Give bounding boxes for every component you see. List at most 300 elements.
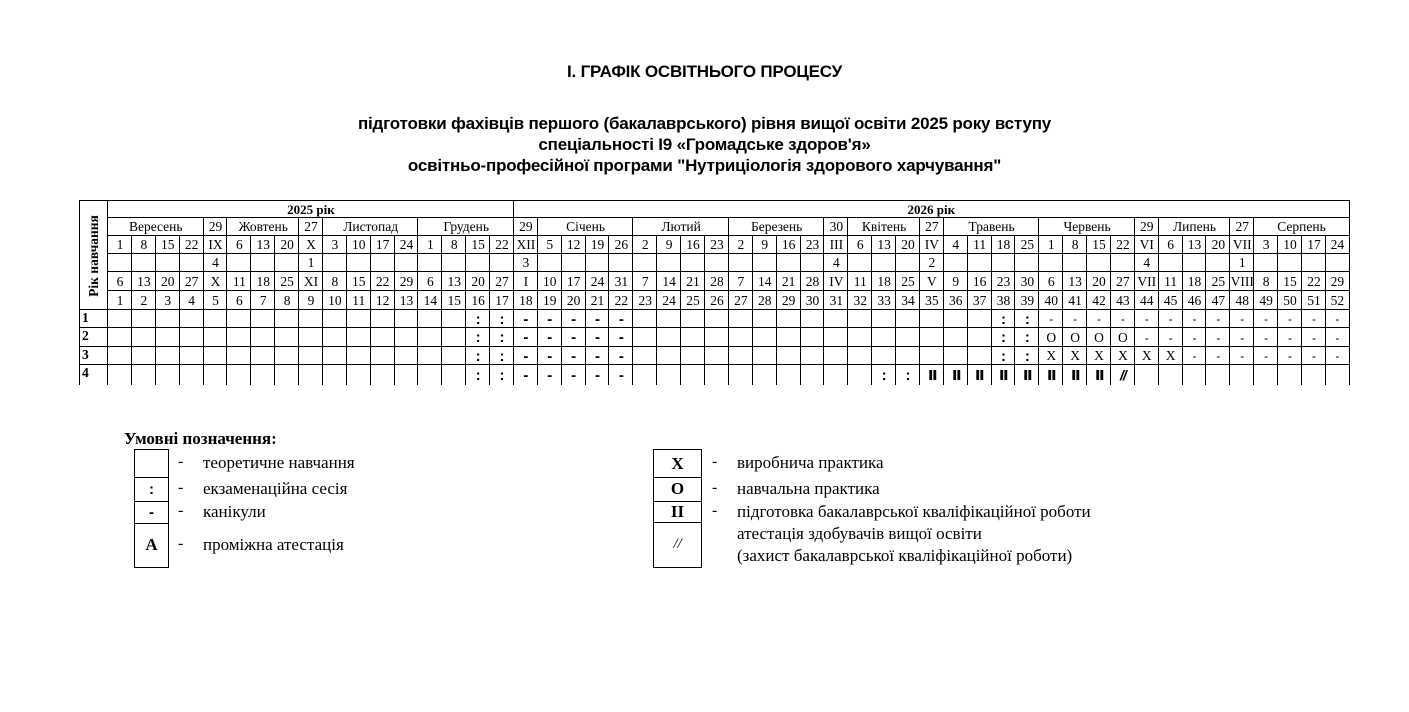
study-year-week-cell xyxy=(298,346,323,365)
study-year-week-cell xyxy=(1253,364,1278,385)
study-year-week-cell xyxy=(847,346,872,365)
study-year-week-cell xyxy=(1182,364,1207,385)
study-year-week-cell xyxy=(107,309,132,328)
legend-separator: - xyxy=(178,535,184,552)
month-header: Грудень xyxy=(417,217,514,236)
study-year-week-cell xyxy=(1325,346,1350,365)
study-year-week-cell xyxy=(1182,309,1207,328)
week-number: 46 xyxy=(1182,290,1207,310)
legend-text-vacation: канікули xyxy=(203,502,266,521)
vacation-mark: - xyxy=(1144,312,1149,326)
study-year-week-cell xyxy=(489,364,514,385)
study-year-week-cell xyxy=(608,346,633,365)
week-end-date: X xyxy=(203,271,228,291)
study-year-week-cell xyxy=(274,327,299,347)
study-year-week-cell xyxy=(895,309,920,328)
study-year-week-cell xyxy=(871,346,896,365)
exam-session-mark: : xyxy=(475,347,481,365)
exam-session-mark: : xyxy=(475,329,481,346)
month-transition-day xyxy=(608,253,633,272)
study-year-week-cell xyxy=(370,309,395,328)
week-end-date: 14 xyxy=(656,271,681,291)
educational-practice-mark: O xyxy=(1046,329,1057,345)
week-number: 1 xyxy=(107,290,132,310)
week-number: 36 xyxy=(943,290,968,310)
week-number: 34 xyxy=(895,290,920,310)
month-transition-day xyxy=(1062,253,1087,272)
study-year-week-cell xyxy=(226,327,251,347)
study-year-week-cell xyxy=(943,364,968,385)
educational-practice-mark: O xyxy=(1094,329,1104,345)
document-subtitle-program: освітньо-професійної програми "Нутриціологія здорового харчування" xyxy=(407,156,1002,175)
month-transition-day xyxy=(1301,253,1326,272)
month-transition-day xyxy=(441,253,466,272)
study-year-week-cell xyxy=(394,309,419,328)
vacation-mark: - xyxy=(1240,312,1245,326)
study-year-week-cell xyxy=(1038,364,1063,385)
week-start-date: 1 xyxy=(1038,235,1063,254)
legend-text-attestation-line2: (захист бакалаврської кваліфікаційної роботи) xyxy=(737,546,1073,565)
vacation-mark: - xyxy=(1216,312,1221,326)
exam-session-mark: : xyxy=(499,310,505,328)
study-year-week-cell xyxy=(1158,309,1183,328)
week-start-date: XII xyxy=(513,235,538,254)
study-year-week-cell xyxy=(561,364,586,385)
vacation-mark: - xyxy=(1192,312,1197,326)
study-year-week-cell xyxy=(704,327,729,347)
month-transition-day xyxy=(895,253,920,272)
study-year-week-cell xyxy=(585,309,610,328)
study-year-week-cell xyxy=(1182,327,1207,347)
study-year-week-cell xyxy=(1086,327,1111,347)
week-number: 16 xyxy=(465,290,490,310)
study-year-week-cell xyxy=(895,346,920,365)
vacation-mark: - xyxy=(618,347,624,365)
thesis-preparation-mark: II xyxy=(1047,366,1056,384)
study-year-week-cell xyxy=(322,346,347,365)
week-number: 47 xyxy=(1205,290,1230,310)
study-year-week-cell xyxy=(226,364,251,385)
study-year-week-cell xyxy=(919,364,944,385)
week-number: 32 xyxy=(847,290,872,310)
study-year-week-cell xyxy=(322,364,347,385)
vacation-mark: - xyxy=(1144,330,1149,345)
vacation-mark: - xyxy=(1240,349,1245,363)
study-year-column-header xyxy=(79,200,108,310)
thesis-preparation-mark: II xyxy=(951,366,960,384)
study-year-week-cell xyxy=(513,309,538,328)
study-year-week-cell xyxy=(1205,327,1230,347)
month-header: Жовтень xyxy=(226,217,299,236)
thesis-preparation-mark: II xyxy=(999,366,1008,384)
week-start-date: 5 xyxy=(537,235,562,254)
vacation-mark: - xyxy=(1264,312,1269,326)
week-start-date: 8 xyxy=(441,235,466,254)
legend-symbol-exam xyxy=(134,477,169,502)
study-year-week-cell xyxy=(847,364,872,385)
month-transition-day xyxy=(322,253,347,272)
vacation-mark: - xyxy=(523,310,529,328)
week-end-date: 21 xyxy=(680,271,705,291)
week-number: 51 xyxy=(1301,290,1326,310)
vacation-mark: - xyxy=(1264,349,1269,363)
week-number: 43 xyxy=(1110,290,1135,310)
education-schedule-table xyxy=(79,200,1349,384)
vacation-mark: - xyxy=(618,329,624,346)
study-year-week-cell xyxy=(1277,309,1302,328)
study-year-week-cell xyxy=(967,346,992,365)
week-end-date: 8 xyxy=(1253,271,1278,291)
week-end-date: 13 xyxy=(1062,271,1087,291)
week-start-date: 16 xyxy=(776,235,801,254)
week-end-date: 25 xyxy=(895,271,920,291)
week-number: 13 xyxy=(394,290,419,310)
week-number: 17 xyxy=(489,290,514,310)
week-start-date: 12 xyxy=(561,235,586,254)
production-practice-mark: X xyxy=(1070,348,1080,364)
week-number: 42 xyxy=(1086,290,1111,310)
week-start-date: 25 xyxy=(1014,235,1039,254)
week-end-date: 14 xyxy=(752,271,777,291)
exam-session-mark: : xyxy=(1000,329,1006,346)
study-year-week-cell xyxy=(417,309,442,328)
educational-practice-mark: O xyxy=(1118,329,1128,345)
week-end-date: 18 xyxy=(250,271,275,291)
exam-session-mark: : xyxy=(475,366,481,384)
study-year-week-cell xyxy=(394,346,419,365)
study-year-week-cell xyxy=(823,309,848,328)
study-year-week-cell xyxy=(537,327,562,347)
vacation-mark: - xyxy=(547,310,553,328)
thesis-preparation-mark: II xyxy=(1071,366,1080,384)
exam-session-mark: : xyxy=(1000,347,1006,365)
thesis-preparation-mark: II xyxy=(1023,366,1032,384)
month-transition-day xyxy=(800,253,825,272)
exam-session-mark: : xyxy=(1024,310,1030,328)
study-year-week-cell xyxy=(1301,327,1326,347)
week-end-date: 23 xyxy=(991,271,1016,291)
year-header: 2025 рік xyxy=(107,200,514,218)
week-number: 24 xyxy=(656,290,681,310)
study-year-week-cell xyxy=(991,346,1016,365)
week-number: 21 xyxy=(585,290,610,310)
week-number: 25 xyxy=(680,290,705,310)
month-transition-day xyxy=(274,253,299,272)
study-year-week-cell xyxy=(823,364,848,385)
month-transition-day xyxy=(489,253,514,272)
vacation-mark: - xyxy=(547,329,553,346)
study-year-week-cell xyxy=(967,327,992,347)
vacation-mark: - xyxy=(523,366,529,384)
study-year-week-cell xyxy=(226,346,251,365)
week-end-date: 11 xyxy=(847,271,872,291)
study-year-week-cell xyxy=(871,327,896,347)
month-transition-day xyxy=(370,253,395,272)
week-number: 15 xyxy=(441,290,466,310)
study-year-week-cell xyxy=(991,364,1016,385)
week-number: 49 xyxy=(1253,290,1278,310)
month-transition-day xyxy=(1158,253,1183,272)
legend-text-attestation-line1: атестація здобувачів вищої освіти xyxy=(737,524,982,543)
study-year-week-cell xyxy=(1158,346,1183,365)
month-transition-day xyxy=(776,253,801,272)
study-year-week-cell xyxy=(1229,346,1254,365)
week-number: 27 xyxy=(728,290,753,310)
study-year-week-cell xyxy=(489,346,514,365)
study-year-week-cell xyxy=(1325,327,1350,347)
study-year-week-cell xyxy=(1253,346,1278,365)
vacation-mark: - xyxy=(1120,312,1125,326)
study-year-week-cell xyxy=(155,364,180,385)
study-year-column-header-text: Рік навчання xyxy=(86,214,101,297)
month-transition-day xyxy=(250,253,275,272)
study-year-week-cell xyxy=(250,327,275,347)
legend-text-theory: теоретичне навчання xyxy=(203,453,355,472)
month-transition-day: 3 xyxy=(513,253,538,272)
month-transition-day: 4 xyxy=(823,253,848,272)
vacation-mark: - xyxy=(571,347,577,365)
week-start-date: 24 xyxy=(394,235,419,254)
legend-symbol-educational-practice: О xyxy=(653,477,702,502)
study-year-week-cell xyxy=(274,309,299,328)
study-year-week-cell xyxy=(1062,346,1087,365)
week-number: 3 xyxy=(155,290,180,310)
week-end-date: 15 xyxy=(346,271,371,291)
study-year-week-cell xyxy=(513,346,538,365)
week-end-date: 27 xyxy=(489,271,514,291)
month-transition-day xyxy=(131,253,156,272)
study-year-week-cell xyxy=(943,309,968,328)
vacation-mark: - xyxy=(547,366,553,384)
legend-separator: - xyxy=(178,502,184,519)
week-end-date: 7 xyxy=(728,271,753,291)
exam-session-mark: : xyxy=(881,366,887,384)
week-start-date: 20 xyxy=(274,235,299,254)
study-year-week-cell xyxy=(1086,364,1111,385)
month-transition-day xyxy=(991,253,1016,272)
study-year-week-cell xyxy=(179,327,204,347)
month-header: Серпень xyxy=(1253,217,1350,236)
study-year-week-cell xyxy=(752,327,777,347)
month-transition-day xyxy=(394,253,419,272)
study-year-week-cell xyxy=(823,346,848,365)
study-year-week-cell xyxy=(465,346,490,365)
study-year-week-cell xyxy=(1229,364,1254,385)
week-number: 39 xyxy=(1014,290,1039,310)
exam-session-mark: : xyxy=(499,329,505,346)
week-start-date: 22 xyxy=(179,235,204,254)
week-start-date: VI xyxy=(1134,235,1159,254)
study-year-week-cell xyxy=(370,346,395,365)
study-year-week-cell xyxy=(704,364,729,385)
month-header: Червень xyxy=(1038,217,1135,236)
vacation-mark: - xyxy=(1288,349,1293,363)
study-year-week-cell xyxy=(513,364,538,385)
vacation-mark: - xyxy=(1216,349,1221,363)
study-year-week-cell xyxy=(250,346,275,365)
week-start-date: 6 xyxy=(226,235,251,254)
month-transition-day xyxy=(417,253,442,272)
week-number: 4 xyxy=(179,290,204,310)
study-year-week-cell xyxy=(322,327,347,347)
week-number: 41 xyxy=(1062,290,1087,310)
month-transition-day xyxy=(728,253,753,272)
month-transition-day xyxy=(1014,253,1039,272)
week-start-date: 6 xyxy=(847,235,872,254)
vacation-mark: - xyxy=(571,329,577,346)
week-number: 35 xyxy=(919,290,944,310)
vacation-mark: - xyxy=(1335,349,1340,363)
week-number: 19 xyxy=(537,290,562,310)
week-start-date: 26 xyxy=(608,235,633,254)
week-end-date: 29 xyxy=(1325,271,1350,291)
study-year-week-cell xyxy=(608,309,633,328)
study-year-week-cell xyxy=(656,309,681,328)
vacation-mark: - xyxy=(1264,330,1269,345)
study-year-week-cell xyxy=(1110,327,1135,347)
study-year-week-cell xyxy=(441,364,466,385)
study-year-week-cell xyxy=(537,309,562,328)
month-transition-day xyxy=(943,253,968,272)
study-year-week-cell xyxy=(1134,346,1159,365)
study-year-label: 1 xyxy=(79,309,108,328)
week-end-date: 11 xyxy=(226,271,251,291)
study-year-week-cell xyxy=(776,309,801,328)
week-number: 11 xyxy=(346,290,371,310)
week-start-date: 15 xyxy=(1086,235,1111,254)
legend-text-intermediate: проміжна атестація xyxy=(203,535,344,554)
week-end-date: 6 xyxy=(1038,271,1063,291)
week-start-date: X xyxy=(298,235,323,254)
week-end-date: 20 xyxy=(1086,271,1111,291)
study-year-week-cell xyxy=(632,364,657,385)
study-year-week-cell xyxy=(1158,327,1183,347)
study-year-week-cell xyxy=(656,364,681,385)
week-start-date: IV xyxy=(919,235,944,254)
study-year-week-cell xyxy=(1205,309,1230,328)
vacation-mark: - xyxy=(1168,330,1173,345)
study-year-week-cell xyxy=(203,346,228,365)
week-start-date: 15 xyxy=(465,235,490,254)
study-year-week-cell xyxy=(967,364,992,385)
month-header: Вересень xyxy=(107,217,204,236)
vacation-mark: - xyxy=(595,366,601,384)
study-year-week-cell xyxy=(131,327,156,347)
study-year-week-cell xyxy=(895,364,920,385)
study-year-week-cell xyxy=(895,327,920,347)
study-year-week-cell xyxy=(1134,309,1159,328)
vacation-mark: - xyxy=(595,310,601,328)
week-start-date: 16 xyxy=(680,235,705,254)
study-year-week-cell xyxy=(131,309,156,328)
study-year-week-cell xyxy=(537,364,562,385)
week-number: 45 xyxy=(1158,290,1183,310)
month-transition-day xyxy=(1325,253,1350,272)
month-transition-day xyxy=(346,253,371,272)
study-year-week-cell xyxy=(226,309,251,328)
vacation-mark: - xyxy=(1311,312,1316,326)
study-year-week-cell xyxy=(1062,327,1087,347)
production-practice-mark: X xyxy=(1046,348,1057,364)
study-year-week-cell xyxy=(155,346,180,365)
study-year-week-cell xyxy=(394,364,419,385)
thesis-preparation-mark: II xyxy=(975,366,984,384)
month-transition-day xyxy=(847,253,872,272)
month-transition-day xyxy=(656,253,681,272)
thesis-preparation-mark: II xyxy=(927,366,936,384)
week-number: 40 xyxy=(1038,290,1063,310)
study-year-week-cell xyxy=(1253,309,1278,328)
vacation-mark: - xyxy=(547,347,553,365)
study-year-week-cell xyxy=(155,327,180,347)
legend-title: Умовні позначення: xyxy=(124,429,277,448)
week-start-date: 3 xyxy=(1253,235,1278,254)
study-year-week-cell xyxy=(752,309,777,328)
study-year-week-cell xyxy=(1277,364,1302,385)
month-transition-day xyxy=(1205,253,1230,272)
month-transition-day xyxy=(155,253,180,272)
document-subtitle-level: підготовки фахівців першого (бакалаврського) рівня вищої освіти 2025 року вступу xyxy=(357,114,1052,133)
week-number: 30 xyxy=(800,290,825,310)
month-header: 27 xyxy=(919,217,944,236)
study-year-week-cell xyxy=(441,309,466,328)
vacation-mark: - xyxy=(523,329,529,346)
week-end-date: 18 xyxy=(1182,271,1207,291)
study-year-week-cell xyxy=(608,327,633,347)
exam-session-mark: : xyxy=(1024,347,1030,365)
vacation-mark: - xyxy=(595,329,601,346)
month-header: 29 xyxy=(1134,217,1159,236)
study-year-week-cell xyxy=(1014,327,1039,347)
study-year-week-cell xyxy=(1325,364,1350,385)
study-year-week-cell xyxy=(1062,364,1087,385)
legend-separator: - xyxy=(712,479,718,496)
week-end-date: 10 xyxy=(537,271,562,291)
study-year-week-cell xyxy=(1014,309,1039,328)
week-end-date: 31 xyxy=(608,271,633,291)
study-year-week-cell xyxy=(967,309,992,328)
vacation-mark: - xyxy=(1335,312,1340,326)
week-start-date: 11 xyxy=(967,235,992,254)
study-year-week-cell xyxy=(632,346,657,365)
study-year-week-cell xyxy=(871,364,896,385)
study-year-week-cell xyxy=(1158,364,1183,385)
study-year-week-cell xyxy=(561,346,586,365)
study-year-week-cell xyxy=(441,327,466,347)
week-start-date: 2 xyxy=(728,235,753,254)
month-header: Листопад xyxy=(322,217,419,236)
month-transition-day xyxy=(1277,253,1302,272)
month-transition-day xyxy=(179,253,204,272)
week-number: 33 xyxy=(871,290,896,310)
week-end-date: 6 xyxy=(417,271,442,291)
week-start-date: 24 xyxy=(1325,235,1350,254)
week-start-date: 19 xyxy=(585,235,610,254)
week-start-date: 13 xyxy=(250,235,275,254)
week-end-date: 20 xyxy=(465,271,490,291)
legend-symbol-vacation xyxy=(134,501,169,524)
study-year-week-cell xyxy=(1301,346,1326,365)
study-year-week-cell xyxy=(800,327,825,347)
study-year-week-cell xyxy=(274,364,299,385)
week-end-date: 22 xyxy=(370,271,395,291)
month-transition-day: 2 xyxy=(919,253,944,272)
study-year-week-cell xyxy=(1134,364,1159,385)
study-year-week-cell xyxy=(441,346,466,365)
study-year-week-cell xyxy=(561,309,586,328)
study-year-week-cell xyxy=(322,309,347,328)
week-number: 8 xyxy=(274,290,299,310)
